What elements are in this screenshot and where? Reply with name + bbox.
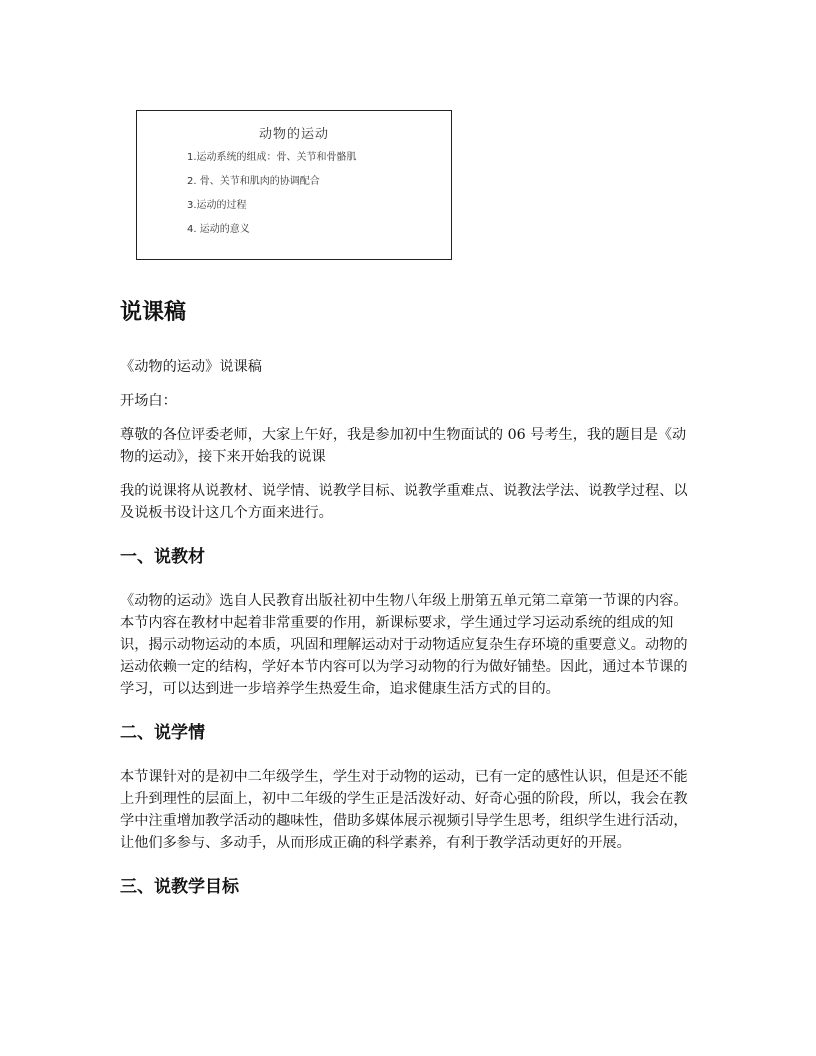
blackboard-design-image (136, 110, 452, 260)
board-item-1: 1.运动系统的组成：骨、关节和骨骼肌 (187, 152, 357, 163)
board-item-2: 2. 骨、关节和肌肉的协调配合 (187, 176, 320, 187)
section-heading-objectives: 三、说教学目标 (120, 877, 239, 897)
board-title: 动物的运动 (258, 127, 329, 142)
document-body (120, 296, 700, 920)
board-outline-list (187, 151, 357, 247)
section-textbook-paragraph: 《动物的运动》选自人民教育出版社初中生物八年级上册第五单元第二章第一节课的内容。本节内容在教材中起着非常重要的作用，新课标要求，学生通过学习运动系统的组成的知识，揭示动物运动的本质，巩固和理解运动对于动物适应复杂生存环境的重要意义。动物的运动依赖一定的结构，学好本节内容可以为学习动物的行为做好铺垫。因此，通过本节课的学习，可以达到进一步培养学生热爱生命，追求健康生活方式的目的。 (120, 593, 688, 697)
board-item-3: 3.运动的过程 (187, 200, 247, 211)
document-title: 说课稿 (120, 300, 187, 325)
document-subtitle: 《动物的运动》说课稿 (120, 359, 262, 375)
opening-label: 开场白： (120, 393, 177, 409)
opening-paragraph: 尊敬的各位评委老师，大家上午好，我是参加初中生物面试的 06 号考生，我的题目是《动物的运动》，接下来开始我的说课 (120, 427, 687, 465)
section-students-paragraph: 本节课针对的是初中二年级学生，学生对于动物的运动，已有一定的感性认识，但是还不能上升到理性的层面上，初中二年级的学生正是活泼好动、好奇心强的阶段，所以，我会在教学中注重增加教学活动的趣味性，借助多媒体展示视频引导学生思考，组织学生进行活动，让他们多参与、多动手，从而形成正确的科学素养，有利于教学活动更好的开展。 (120, 769, 688, 851)
section-heading-students: 二、说学情 (120, 723, 205, 743)
board-item-4: 4. 运动的意义 (187, 224, 250, 235)
section-heading-textbook: 一、说教材 (120, 547, 205, 567)
overview-paragraph: 我的说课将从说教材、说学情、说教学目标、说教学重难点、说教法学法、说教学过程、以及说板书设计这几个方面来进行。 (120, 483, 688, 521)
